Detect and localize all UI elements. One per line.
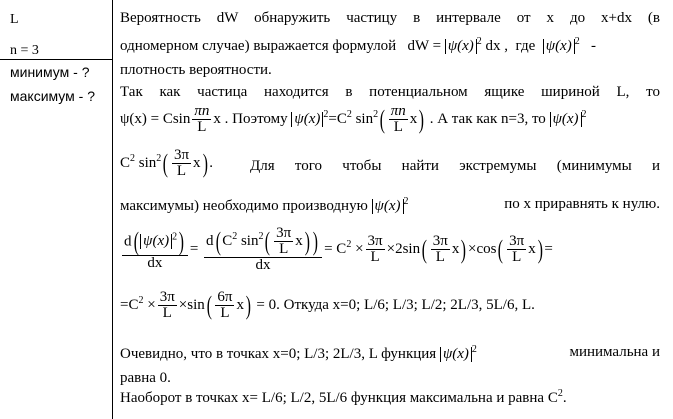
paren: ) [313,226,319,256]
text-run: по x приравнять к нулю. [504,196,660,212]
text-run: x [193,154,201,171]
fraction [172,148,191,179]
fraction [215,290,234,321]
numerator: 3π [276,225,292,241]
text-run: Для того чтобы найти экстремумы (минимумы и [250,158,660,174]
text-run: x [451,240,460,257]
text-run: sin [138,154,157,171]
text-run: C [222,232,233,249]
text-run: ×cos [468,240,497,257]
fraction [122,226,188,271]
exponent: 2 [346,238,352,250]
fraction [192,104,211,135]
given-divider [0,59,112,60]
text-run: одномерном случае) выражается формулой [120,38,397,54]
numerator: πn [194,103,210,119]
paragraph-2-line-2 [120,104,587,135]
exponent: 2 [471,344,477,355]
text-run: × [147,296,156,313]
text-run: =C [328,110,347,127]
exponent: 2 [258,230,264,242]
paren: ( [265,226,271,256]
given-n: n = 3 [10,43,39,58]
text-run: =C [120,296,139,313]
paren: ) [202,148,208,178]
denominator: dx [147,254,163,271]
paragraph-2-line-4 [120,196,660,215]
numerator [122,226,188,256]
paren: ) [304,226,310,256]
text-run: dx , [485,38,509,54]
exponent: 2 [232,230,238,242]
denominator: L [197,119,207,135]
exponent: 2 [403,196,409,207]
given-column [0,0,112,419]
exponent: 2 [323,108,329,120]
text-run: d [124,232,132,249]
derivative-equation-1: $\frac{d( \psi(x) ^2)}{dx}$ = d( $C^2$ $\sin^2$( $\frac{3\pi}{L}$ x) ) dx = $C^2$ × $\frac{3\pi}{L}$ ×2sin( $\frac{3\pi}{L}$ x) ×cos( $\frac{3\pi}{L}$ x) = [124,225,553,273]
fraction [431,234,450,265]
solution-body [120,0,665,419]
paren: ( [215,226,221,256]
text-run: - [590,38,596,54]
denominator: L [512,249,522,265]
paren: ( [163,148,169,178]
exponent: 2 [476,36,482,47]
numerator: 6π [217,289,233,305]
denominator: L [370,249,380,265]
abs-psi: ψ(x) [440,347,472,362]
paren: ) [461,234,467,264]
paragraph-2-line-3: $C^2$ $\sin^2$( $\frac{3\pi}{L}$ x) . Для того чтобы найти экстремумы (минимумы и [120,147,660,179]
text-run: = [544,240,553,257]
text-run: ×2sin [386,240,421,257]
denominator: L [393,119,403,135]
text-run: x [236,296,244,313]
text-run: x [528,240,536,257]
denominator: L [176,163,187,179]
abs-psi: ψ(x) [445,39,477,54]
numerator [204,226,322,258]
numerator: 3π [367,233,383,249]
paragraph-2-line-1: Так как частица находится в потенциальном ящике шириной L, то [120,84,660,100]
text-run: dW = [407,38,442,54]
derivative-equation-2 [120,290,535,321]
numerator: πn [390,103,406,119]
text-run: минимальна и [569,344,660,360]
text-run: максимумы) необходимо производную [120,198,368,214]
fraction [507,234,526,265]
numerator: 3π [173,147,190,163]
fraction [204,226,322,273]
denominator: dx [255,257,271,273]
paragraph-4 [120,388,567,407]
given-var: L [10,12,19,27]
text-run: sin [355,110,374,127]
text-run: Наоборот в точках x= L/6; L/2, 5L/6 функция максимальна и равна C [120,390,558,406]
text-run: sin [240,232,259,249]
exponent: 2 [574,36,580,47]
text-run: C [336,240,347,257]
paragraph-1-line-1: Вероятность dW обнаружить частицу в интервале от x до x+dx (в [120,10,660,26]
text-run: d [206,232,214,249]
paragraph-3-line-1 [120,344,660,363]
fraction [158,290,177,321]
text-run: где [515,38,536,54]
text-run: x [295,232,303,249]
paren: ( [206,290,212,320]
paragraph-3-line-2: равна 0. [120,370,171,386]
paren: ( [421,234,428,264]
fraction [366,234,385,265]
text-run: = 0 [256,296,277,313]
exponent: 2 [156,152,162,164]
paren: ( [498,234,504,264]
exponent: 2 [138,294,144,306]
numerator: 3π [159,289,175,305]
numerator: 3π [432,233,448,249]
paren: ) [419,104,425,134]
abs-psi: ψ(x) [291,112,323,127]
exponent: 2 [581,108,587,120]
numerator: 3π [509,233,525,249]
abs-psi: ψ(x) [543,39,575,54]
paragraph-1-line-2 [120,36,596,55]
text-run: × [355,240,364,257]
solution-divider [112,0,113,419]
denominator: L [435,249,445,265]
exponent: 2 [172,230,178,242]
fraction [274,226,293,257]
paren: ( [133,226,139,256]
text-run: ×sin [178,296,205,313]
text-run: . Откуда x=0; L/6; L/3; L/2; 2L/3, 5L/6, L. [276,296,535,313]
exponent: 2 [373,108,379,120]
exponent: 2 [346,108,352,120]
abs-psi: ψ(x) [140,234,172,249]
exponent: 2 [130,152,136,164]
text-run: . Поэтому [224,110,288,127]
find-min: минимум - ? [10,64,90,80]
text-run: Очевидно, что в точках x=0; L/3; 2L/3, L функция [120,346,437,362]
text-run: x [213,110,221,127]
text-run: . [562,390,567,406]
denominator: L [162,305,172,321]
abs-psi: ψ(x) [550,112,582,127]
exponent: 2 [557,388,563,399]
find-max: максимум - ? [10,88,95,104]
text-run: x [409,110,418,127]
text-run: . А так как n=3, то [429,110,546,127]
text-run: C [120,154,131,171]
fraction [389,104,408,135]
abs-psi: ψ(x) [372,199,404,214]
paragraph-1-line-3: плотность вероятности. [120,62,272,78]
paren: ) [178,226,185,256]
denominator: L [220,305,230,321]
paren: ) [245,290,251,320]
denominator: L [279,241,289,257]
paren: ( [379,104,386,134]
text-run: ψ(x) = Csin [120,110,191,127]
paren: ) [537,234,543,264]
